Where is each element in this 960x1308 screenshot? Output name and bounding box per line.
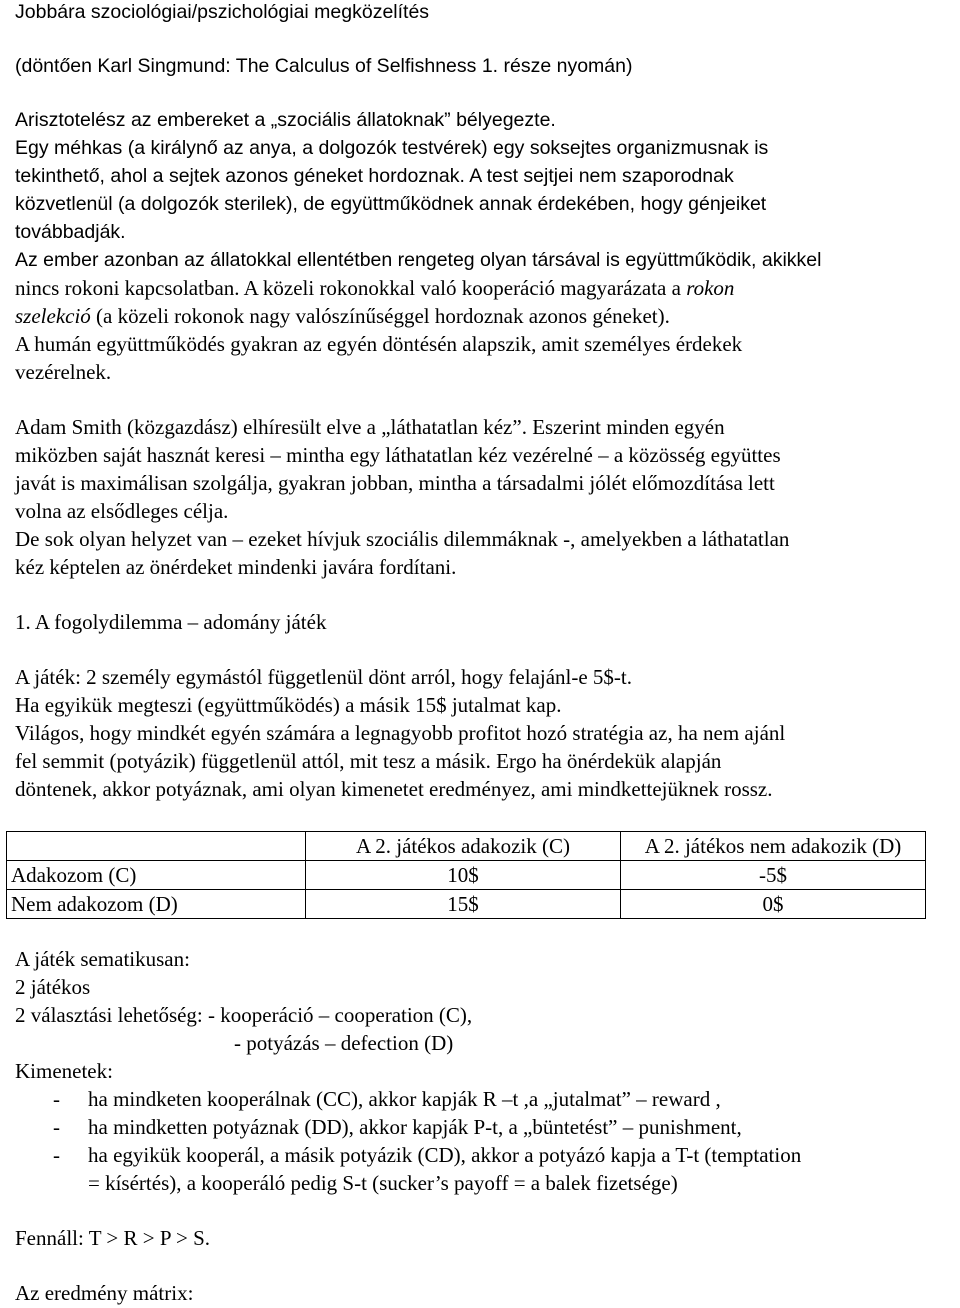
bullet-dash: - [53, 1115, 60, 1139]
paragraph-line: javát is maximálisan szolgálja, gyakran jobban, mintha a társadalmi jólét előmozdítása lett [15, 471, 775, 495]
paragraph-line: miközben saját hasznát keresi – mintha egy láthatatlan kéz vezérelné – a közösség együttes [15, 443, 781, 467]
paragraph-line: volna az elsődleges célja. [15, 499, 229, 523]
paragraph-line: Világos, hogy mindkét egyén számára a legnagyobb profitot hozó stratégia az, ha nem ajánl [15, 721, 786, 745]
paragraph-text: nincs rokoni kapcsolatban. A közeli rokonokkal való kooperáció magyarázata a [15, 276, 687, 300]
list-item-text: ha mindketten potyáznak (DD), akkor kapják P-t, a „büntetést” – punishment, [88, 1115, 742, 1139]
table-cell: -5$ [621, 861, 926, 890]
table-header-row [7, 832, 926, 861]
paragraph-text: (a közeli rokonok nagy valószínűséggel hordoznak azonos géneket). [90, 304, 670, 328]
paragraph-line: A humán együttműködés gyakran az egyén döntésén alapszik, amit személyes érdekek [15, 332, 743, 356]
paragraph-line: Az ember azonban az állatokkal ellentétben rengeteg olyan társával is együttműködik, akikkel [15, 249, 822, 271]
paragraph-line: Ha egyikük megteszi (együttműködés) a másik 15$ jutalmat kap. [15, 693, 562, 717]
list-item-text: ha mindketen kooperálnak (CC), akkor kapják R –t ,a „jutalmat” – reward , [88, 1087, 721, 1111]
paragraph-line: kéz képtelen az önérdeket mindenki javára fordítani. [15, 555, 457, 579]
section-title: Jobbára szociológiai/pszichológiai megközelítés [15, 1, 430, 23]
table-header-cell: A 2. játékos adakozik (C) [306, 832, 621, 861]
schematic-title: A játék sematikusan: [15, 947, 190, 971]
paragraph-line: közvetlenül (a dolgozók sterilek), de együttműködnek annak érdekében, hogy génjeiket [15, 193, 767, 215]
paragraph-line: továbbadják. [15, 221, 126, 243]
bullet-dash: - [53, 1087, 60, 1111]
outcomes-label: Kimenetek: [15, 1059, 113, 1083]
table-header-cell: A 2. játékos nem adakozik (D) [621, 832, 926, 861]
paragraph-line: vezérelnek. [15, 360, 112, 384]
table-cell [7, 832, 306, 861]
list-item-text: = kísértés), a kooperáló pedig S-t (sucker’s payoff = a balek fizetsége) [88, 1171, 678, 1195]
matrix-label: Az eredmény mátrix: [15, 1281, 194, 1305]
paragraph-line: tekinthető, ahol a sejtek azonos géneket hordoznak. A test sejtjei nem szaporodnak [15, 165, 734, 187]
paragraph-line: döntenek, akkor potyáznak, ami olyan kimenetet eredményez, ami mindkettejüknek rossz. [15, 777, 773, 801]
paragraph-line: Arisztotelész az embereket a „szociális állatoknak” bélyegezte. [15, 109, 556, 131]
paragraph-line: A játék: 2 személy egymástól függetlenül dönt arról, hogy felajánl-e 5$-t. [15, 665, 632, 689]
choices-line: - potyázás – defection (D) [234, 1031, 454, 1055]
table-row-label: Adakozom (C) [7, 861, 306, 890]
table-row [7, 861, 926, 890]
payoff-table [6, 831, 926, 919]
paragraph-line [15, 302, 670, 330]
relation-line: Fennáll: T > R > P > S. [15, 1226, 211, 1250]
players-line: 2 játékos [15, 975, 91, 999]
table-row-label: Nem adakozom (D) [7, 890, 306, 919]
italic-term: rokon [686, 276, 735, 300]
table-row [7, 890, 926, 919]
paragraph-line: Egy méhkas (a királynő az anya, a dolgozók testvérek) egy soksejtes organizmusnak is [15, 137, 769, 159]
table-cell: 0$ [621, 890, 926, 919]
subtitle: (döntően Karl Singmund: The Calculus of Selfishness 1. része nyomán) [15, 55, 633, 77]
section-heading: 1. A fogolydilemma – adomány játék [15, 610, 327, 634]
table-cell: 15$ [306, 890, 621, 919]
paragraph-line [15, 274, 734, 302]
paragraph-line: Adam Smith (közgazdász) elhíresült elve a „láthatatlan kéz”. Eszerint minden egyén [15, 415, 725, 439]
choices-line: 2 választási lehetőség: - kooperáció – cooperation (C), [15, 1003, 473, 1027]
table-cell: 10$ [306, 861, 621, 890]
italic-term: szelekció [15, 304, 91, 328]
bullet-dash: - [53, 1143, 60, 1167]
paragraph-line: De sok olyan helyzet van – ezeket hívjuk szociális dilemmáknak -, amelyekben a láthatatlan [15, 527, 790, 551]
list-item-text: ha egyikük kooperál, a másik potyázik (CD), akkor a potyázó kapja a T-t (temptation [88, 1143, 802, 1167]
paragraph-line: fel semmit (potyázik) függetlenül attól, mit tesz a másik. Ergo ha önérdekük alapján [15, 749, 722, 773]
